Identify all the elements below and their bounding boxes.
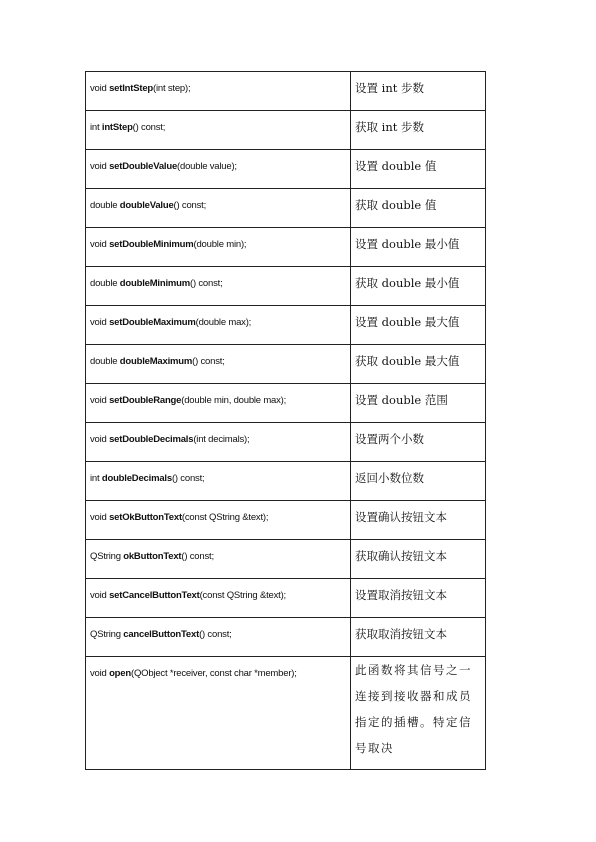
description-cell: 设置 double 范围 <box>351 384 486 423</box>
function-name: doubleMinimum <box>119 278 191 289</box>
table-row <box>86 306 486 345</box>
table-row <box>86 501 486 540</box>
description-cell: 设置 int 步数 <box>351 72 486 111</box>
signature-cell <box>86 501 351 540</box>
table-row <box>86 150 486 189</box>
description-cell: 获取 double 最大值 <box>351 345 486 384</box>
return-type: int <box>90 122 102 133</box>
params: (int decimals); <box>193 434 250 445</box>
function-name: setDoubleValue <box>109 161 178 172</box>
return-type: QString <box>90 551 124 562</box>
description-cell: 设置取消按钮文本 <box>351 579 486 618</box>
description-cell: 设置两个小数 <box>351 423 486 462</box>
description-cell: 获取取消按钮文本 <box>351 618 486 657</box>
return-type: void <box>90 161 110 172</box>
table-row <box>86 384 486 423</box>
table-row <box>86 111 486 150</box>
return-type: double <box>90 200 120 211</box>
function-name: setIntStep <box>109 83 154 94</box>
function-name: open <box>109 668 131 679</box>
return-type: void <box>90 434 110 445</box>
table-row <box>86 462 486 501</box>
params: () const; <box>192 356 225 367</box>
description-cell: 获取确认按钮文本 <box>351 540 486 579</box>
table-row <box>86 540 486 579</box>
description-cell: 获取 int 步数 <box>351 111 486 150</box>
signature-cell <box>86 579 351 618</box>
return-type: void <box>90 512 110 523</box>
signature-cell <box>86 189 351 228</box>
function-name: setCancelButtonText <box>109 590 200 601</box>
description-cell: 获取 double 值 <box>351 189 486 228</box>
description-cell: 返回小数位数 <box>351 462 486 501</box>
function-name: doubleValue <box>119 200 174 211</box>
signature-cell <box>86 540 351 579</box>
function-name: setOkButtonText <box>109 512 182 523</box>
description-cell: 设置 double 值 <box>351 150 486 189</box>
function-name: doubleDecimals <box>101 473 172 484</box>
function-name: setDoubleRange <box>109 395 182 406</box>
table-row <box>86 228 486 267</box>
params: () const; <box>199 629 232 640</box>
params: () const; <box>190 278 223 289</box>
table-row <box>86 579 486 618</box>
function-name: cancelButtonText <box>123 629 200 640</box>
return-type: double <box>90 278 120 289</box>
params: () const; <box>132 122 166 133</box>
description-cell: 设置确认按钮文本 <box>351 501 486 540</box>
signature-cell <box>86 111 351 150</box>
return-type: QString <box>90 629 124 640</box>
function-name: intStep <box>101 122 133 133</box>
return-type: void <box>90 239 110 250</box>
params: (double min); <box>193 239 247 250</box>
signature-cell <box>86 423 351 462</box>
signature-cell <box>86 345 351 384</box>
return-type: void <box>90 83 110 94</box>
signature-cell <box>86 618 351 657</box>
description-cell: 设置 double 最小值 <box>351 228 486 267</box>
params: () const; <box>171 473 205 484</box>
signature-cell <box>86 267 351 306</box>
return-type: void <box>90 395 110 406</box>
return-type: void <box>90 668 110 679</box>
function-name: okButtonText <box>123 551 182 562</box>
function-name: setDoubleDecimals <box>109 434 194 445</box>
table-row <box>86 189 486 228</box>
params: (double max); <box>195 317 252 328</box>
params: () const; <box>173 200 207 211</box>
table-row <box>86 423 486 462</box>
signature-cell <box>86 657 351 770</box>
signature-cell <box>86 462 351 501</box>
table-row <box>86 345 486 384</box>
params: (int step); <box>153 83 191 94</box>
signature-cell <box>86 150 351 189</box>
function-name: setDoubleMinimum <box>109 239 194 250</box>
params: (double min, double max); <box>181 395 287 406</box>
return-type: double <box>90 356 120 367</box>
description-cell: 此函数将其信号之一连接到接收器和成员指定的插槽。特定信号取决 <box>351 657 486 770</box>
signature-cell <box>86 384 351 423</box>
table-row <box>86 267 486 306</box>
description-cell: 获取 double 最小值 <box>351 267 486 306</box>
table-row <box>86 618 486 657</box>
return-type: void <box>90 317 110 328</box>
params: () const; <box>181 551 214 562</box>
params: (double value); <box>177 161 237 172</box>
params: (const QString &text); <box>199 590 287 601</box>
signature-cell <box>86 306 351 345</box>
signature-cell <box>86 72 351 111</box>
params: (QObject *receiver, const char *member); <box>130 668 297 679</box>
function-name: doubleMaximum <box>119 356 193 367</box>
table-row <box>86 72 486 111</box>
description-cell: 设置 double 最大值 <box>351 306 486 345</box>
return-type: int <box>90 473 102 484</box>
params: (const QString &text); <box>181 512 269 523</box>
return-type: void <box>90 590 110 601</box>
api-table <box>85 71 486 770</box>
function-name: setDoubleMaximum <box>109 317 196 328</box>
table-row <box>86 657 486 770</box>
signature-cell <box>86 228 351 267</box>
